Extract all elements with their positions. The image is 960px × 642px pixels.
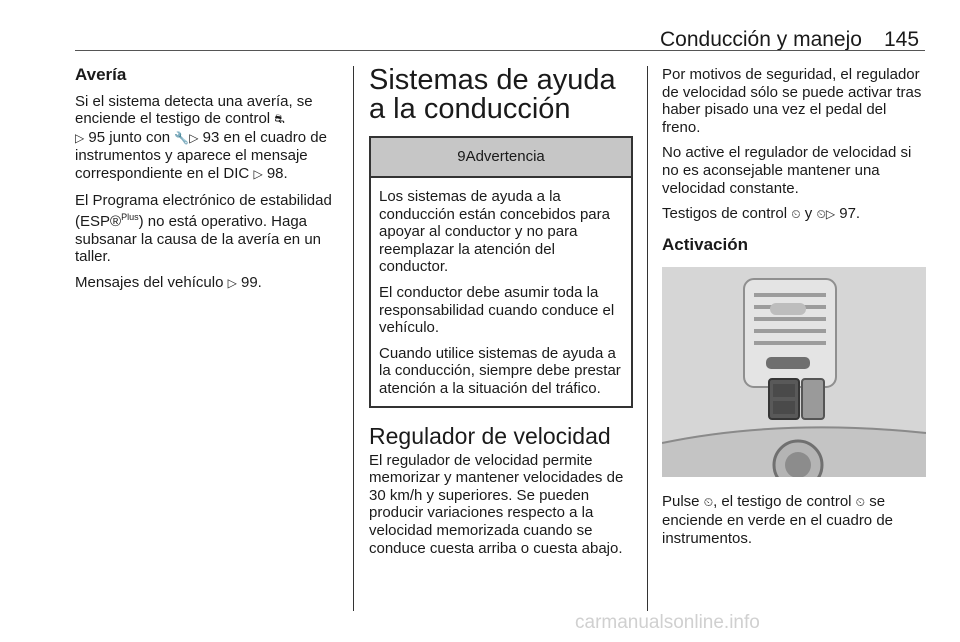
esp-warning-icon: ⛐: [274, 112, 285, 127]
activation-paragraph: Pulse ⏲, el testigo de control ⏲ se enciende en verde en el cuadro de instrumentos.: [662, 493, 894, 547]
activation-heading: Activación: [662, 234, 748, 254]
fault-heading: Avería: [75, 65, 127, 84]
fault-paragraph-2: El Programa electrónico de estabilidad (ESP®$^{Plus}$) no está operativo. Haga subsanar la causa de la avería en un taller.: [75, 191, 332, 266]
warning-icon: 9: [457, 148, 466, 166]
cruise-control-icon: ⏲: [816, 207, 826, 222]
warning-paragraph-3: Cuando utilice sistemas de ayuda a la conducción, siempre debe prestar atención a la situación del tráfico.: [379, 344, 621, 397]
usage-paragraph: No active el regulador de velocidad si no es aconsejable mantener una velocidad constante.: [662, 144, 912, 197]
page-ref-icon: ▷: [253, 166, 263, 181]
safety-paragraph: Por motivos de seguridad, el regulador de velocidad sólo se puede activar tras haber pisado una vez el pedal del freno.: [662, 66, 922, 136]
warning-title: Advertencia: [465, 148, 545, 166]
warning-paragraph-2: El conductor debe asumir toda la responsabilidad cuando conduce el vehículo.: [379, 283, 615, 337]
subsection-title: Regulador de velocidad: [369, 422, 611, 449]
column-3: [662, 66, 926, 555]
warning-header: [371, 138, 631, 178]
control-lights-paragraph: Testigos de control ⏲ y ⏲▷ 97.: [662, 205, 861, 223]
dashboard-switch-photo: [662, 267, 926, 477]
wrench-icon: 🔧: [174, 130, 190, 145]
chapter-title: Conducción y manejo: [660, 28, 862, 51]
page-ref-icon: ▷: [189, 130, 199, 145]
page-header: [0, 28, 960, 68]
column-divider-1: [353, 66, 354, 611]
page-ref-icon: ▷: [825, 207, 836, 222]
cruise-paragraph-1: El regulador de velocidad permite memorizar y mantener velocidades de 30 km/h y superiores. Se pueden producir variaciones respecto a la velocidad memorizada cuando se conduce cuesta arriba o cuesta abajo.: [369, 451, 624, 557]
page-ref-icon: ▷: [227, 275, 237, 290]
cruise-control-icon: ⏲: [703, 495, 714, 510]
column-divider-2: [647, 66, 648, 611]
section-title: Sistemas de ayuda a la conducción: [369, 64, 616, 125]
column-2: [369, 66, 633, 565]
cruise-control-icon: ⏲: [855, 495, 866, 510]
cruise-control-icon: ⏲: [791, 207, 801, 222]
dashboard-switch-illustration: [662, 267, 926, 477]
header-rule: [75, 50, 925, 51]
warning-body: [371, 178, 631, 398]
watermark: carmanualsonline.info: [575, 612, 760, 633]
column-1: [75, 66, 343, 301]
fault-paragraph-3: Mensajes del vehículo ▷ 99.: [75, 273, 262, 291]
page-number: 145: [884, 28, 920, 51]
warning-paragraph-1: Los sistemas de ayuda a la conducción están concebidos para apoyar al conductor y no para reemplazar la atención del conductor.: [379, 188, 610, 276]
page-ref-icon: ▷: [75, 130, 85, 145]
warning-box: [369, 136, 633, 408]
fault-paragraph-1: Si el sistema detecta una avería, se enciende el testigo de control ⛐ ▷ 95 junto con 🔧▷ 93 en el cuadro de instrumentos y aparece el mensaje correspondiente en el DIC ▷ 98.: [75, 92, 327, 182]
